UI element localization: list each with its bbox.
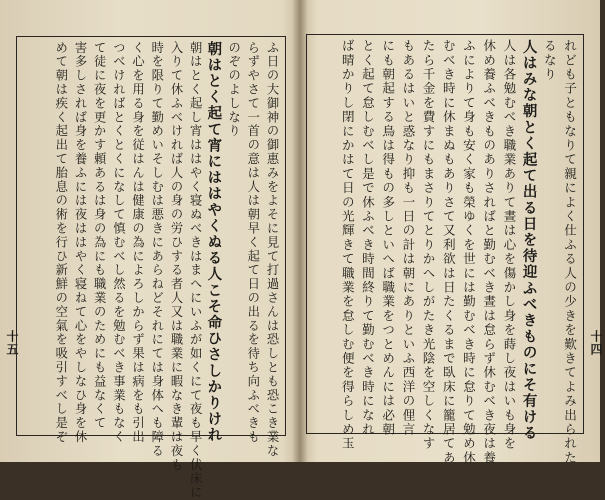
text-column: く心を用る身を従はんは健康の為によろしからず果は病をも引出: [130, 41, 145, 445]
poem-heading: 朝はとく起て宵にははやくぬる人こそ命ひさしかりけれ: [205, 41, 223, 444]
text-column: つべければとくとくになして慎むべし然るを勉むべき事業もなく: [111, 41, 126, 445]
text-column: らずやさて一首の意は人は朝早く起て日の出るを待ち向ふべきも: [245, 41, 260, 445]
text-column: るなり: [541, 39, 557, 82]
page-text-right: [311, 39, 579, 465]
text-column: もあるはいと惑なり抑も一日の計は朝にありといふ西洋の俚言: [400, 39, 416, 437]
page-frame-right: [306, 34, 584, 465]
text-column: むべき時に休まぬもありさて又利欲は日たくるまで臥床に籠居てあ: [440, 39, 456, 465]
text-column: のぞのよしなり: [226, 41, 241, 139]
page-text-left: [21, 41, 281, 500]
text-column: とく起て怠しむべし是で休ふべき時間終りて勤むべき時になれ: [359, 39, 375, 437]
text-column: 害多しされば身を養ふには夜ははやく寝ねて心をやしなひ身を休: [72, 41, 87, 445]
text-column: 入りて休ふべければ人の身の労ひする者人又は職業に暇なき輩は夜も: [168, 41, 183, 472]
text-column: 時を限りて勤めいそしむは悪きにあらねどそれにては身体へも障る: [149, 41, 164, 458]
text-column: れども子ともなりて親によく仕ふる人の少きを歎きてよみ出られた: [562, 39, 577, 465]
text-column: 朝はとく起し宵ははやく寝ぬべきはまへにいふが如くにて夜も早く伏床に: [188, 41, 203, 500]
text-column: ば晴かりし閉にかはて日の光輝きて職業を怠しむ便を得らしめ玉: [339, 39, 355, 451]
text-column: 休め養ふべきものありさればと勤むべき晝は怠らず休むべき夜は養: [481, 39, 497, 465]
page-number-left: 十五: [5, 330, 19, 356]
text-column: にも朝起する鳥は得もの多しといへば職業をつとめんには必朝: [380, 39, 396, 437]
text-column: たら千金を費すにもまさりてとりかへしがたき光陰を空しくなす: [420, 39, 436, 451]
page-number-right: 十四: [589, 330, 603, 356]
text-column: 人は各勉むべき職業ありて晝は心を傷かし身を蒔し夜はいも身を: [501, 39, 517, 451]
text-column: ふ日の大御神の御惠みをよそに見て打過さんは恐しとも恐こき業な: [265, 41, 279, 458]
text-column: ふによりて身も安く家も榮ゆくを世には勤むべき時に怠りて勉め休: [460, 39, 476, 465]
page-frame-left: [16, 36, 286, 500]
text-column: て徒に夜を更かす頼あるは身の為にも職業のためにも益なくて: [92, 41, 107, 431]
poem-heading: 人はみな朝とく起て出る日を待迎ふべきものにそ有ける: [520, 39, 538, 442]
text-column: めて朝は疾く起出て胎息の術を行ひ新鮮の空氣を吸引すべし是ぞ: [53, 41, 68, 445]
